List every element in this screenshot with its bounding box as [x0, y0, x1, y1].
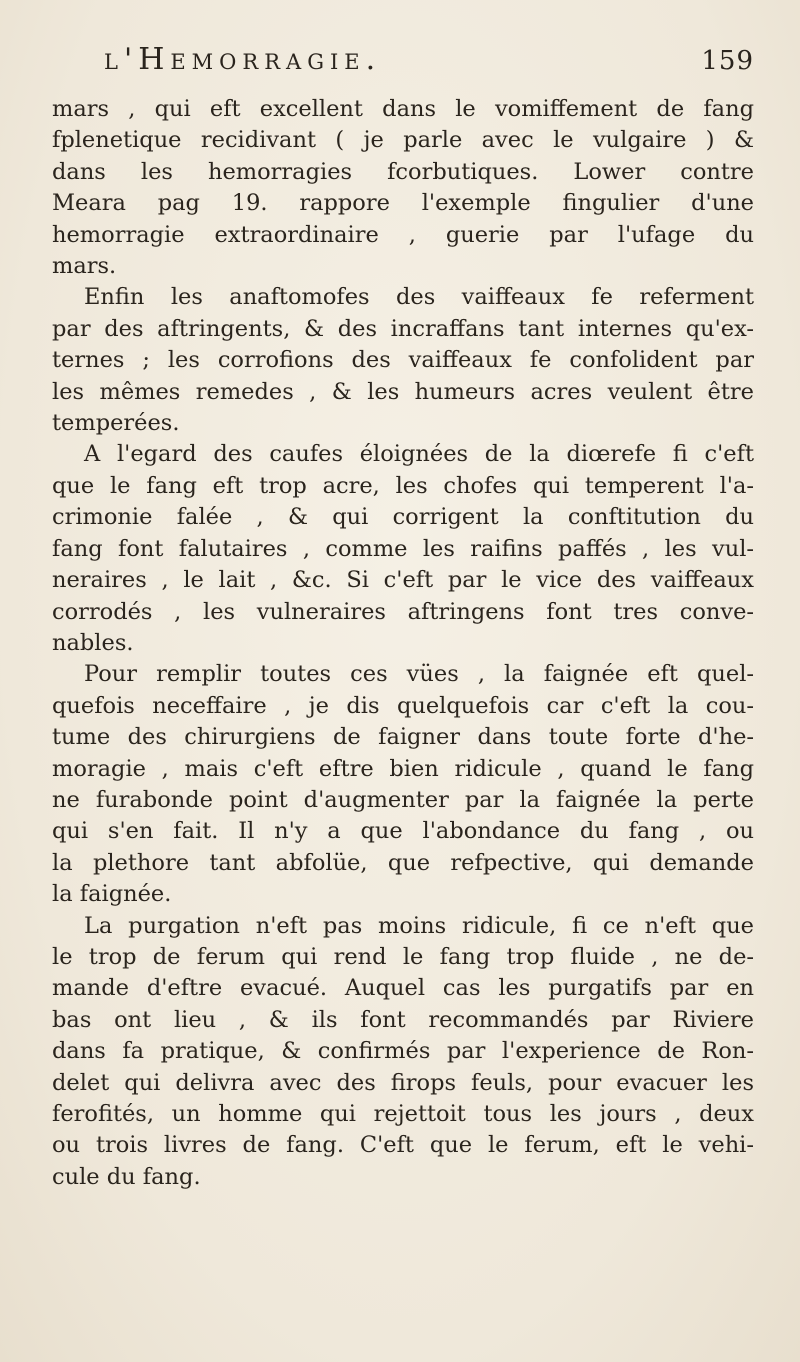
text-line: que le fang eft trop acre, les chofes qui temperent l'a- — [52, 472, 754, 499]
text-line: Meara pag 19. rappore l'exemple fingulier d'une — [52, 190, 754, 217]
text-line: bas ont lieu , & ils font recommandés par Riviere — [52, 1006, 754, 1033]
running-title: l'Hemorragie. — [104, 42, 382, 77]
text-line: fang font falutaires , comme les raifins paffés , les vul- — [52, 535, 754, 562]
running-header — [52, 42, 754, 92]
text-line: Enfin les anaftomofes des vaiffeaux fe referment — [84, 284, 754, 311]
text-line: par des aftringents, & des incraffans tant internes qu'ex- — [52, 315, 754, 342]
text-line: dans fa pratique, & confirmés par l'experience de Ron- — [52, 1038, 754, 1065]
text-line: La purgation n'eft pas moins ridicule, fi ce n'eft que — [84, 912, 754, 939]
page-number: 159 — [701, 46, 754, 76]
text-line: ternes ; les corrofions des vaiffeaux fe confolident par — [52, 347, 754, 374]
text-line: corrodés , les vulneraires aftringens font tres conve- — [52, 598, 754, 625]
text-line: le trop de ferum qui rend le fang trop fluide , ne de- — [52, 943, 754, 970]
text-line: fplenetique recidivant ( je parle avec le vulgaire ) & — [52, 127, 754, 154]
text-line: mars , qui eft excellent dans le vomiffement de fang — [52, 96, 754, 122]
paragraph-1 — [52, 94, 754, 282]
text-line: nables. — [52, 629, 134, 656]
text-line: cule du fang. — [52, 1163, 201, 1190]
text-line: quefois neceffaire , je dis quelquefois car c'eft la cou- — [52, 692, 754, 719]
text-line: la faignée. — [52, 881, 172, 908]
text-line: temperées. — [52, 410, 180, 437]
text-line: moragie , mais c'eft eftre bien ridicule , quand le fang — [52, 755, 754, 782]
paragraph-5 — [52, 911, 754, 1194]
text-line: hemorragie extraordinaire , guerie par l'ufage du — [52, 221, 754, 248]
text-line: dans les hemorragies fcorbutiques. Lower contre — [52, 158, 754, 185]
paragraph-3 — [52, 439, 754, 659]
text-line: la plethore tant abfolüe, que refpective, qui demande — [52, 849, 754, 876]
paragraph-4 — [52, 659, 754, 910]
text-line: mande d'eftre evacué. Auquel cas les purgatifs par en — [52, 975, 754, 1002]
text-line: crimonie falée , & qui corrigent la conftitution du — [52, 504, 754, 531]
text-line: tume des chirurgiens de faigner dans toute forte d'he- — [52, 724, 754, 751]
text-line: ou trois livres de fang. C'eft que le ferum, eft le vehi- — [52, 1132, 754, 1159]
text-line: ne furabonde point d'augmenter par la faignée la perte — [52, 786, 754, 813]
text-line: delet qui delivra avec des firops feuls, pour evacuer les — [52, 1069, 754, 1096]
paragraph-2 — [52, 282, 754, 439]
text-line: A l'egard des caufes éloignées de la diœrefe fi c'eft — [84, 441, 754, 468]
text-line: qui s'en fait. Il n'y a que l'abondance du fang , ou — [52, 818, 754, 845]
body-text — [52, 94, 754, 1193]
text-line: les mêmes remedes , & les humeurs acres veulent être — [52, 378, 754, 405]
text-line: neraires , le lait , &c. Si c'eft par le vice des vaiffeaux — [52, 567, 754, 594]
text-line: Pour remplir toutes ces vües , la faignée eft quel- — [84, 661, 754, 688]
text-line: ferofités, un homme qui rejettoit tous les jours , deux — [52, 1101, 754, 1127]
text-line: mars. — [52, 253, 117, 280]
